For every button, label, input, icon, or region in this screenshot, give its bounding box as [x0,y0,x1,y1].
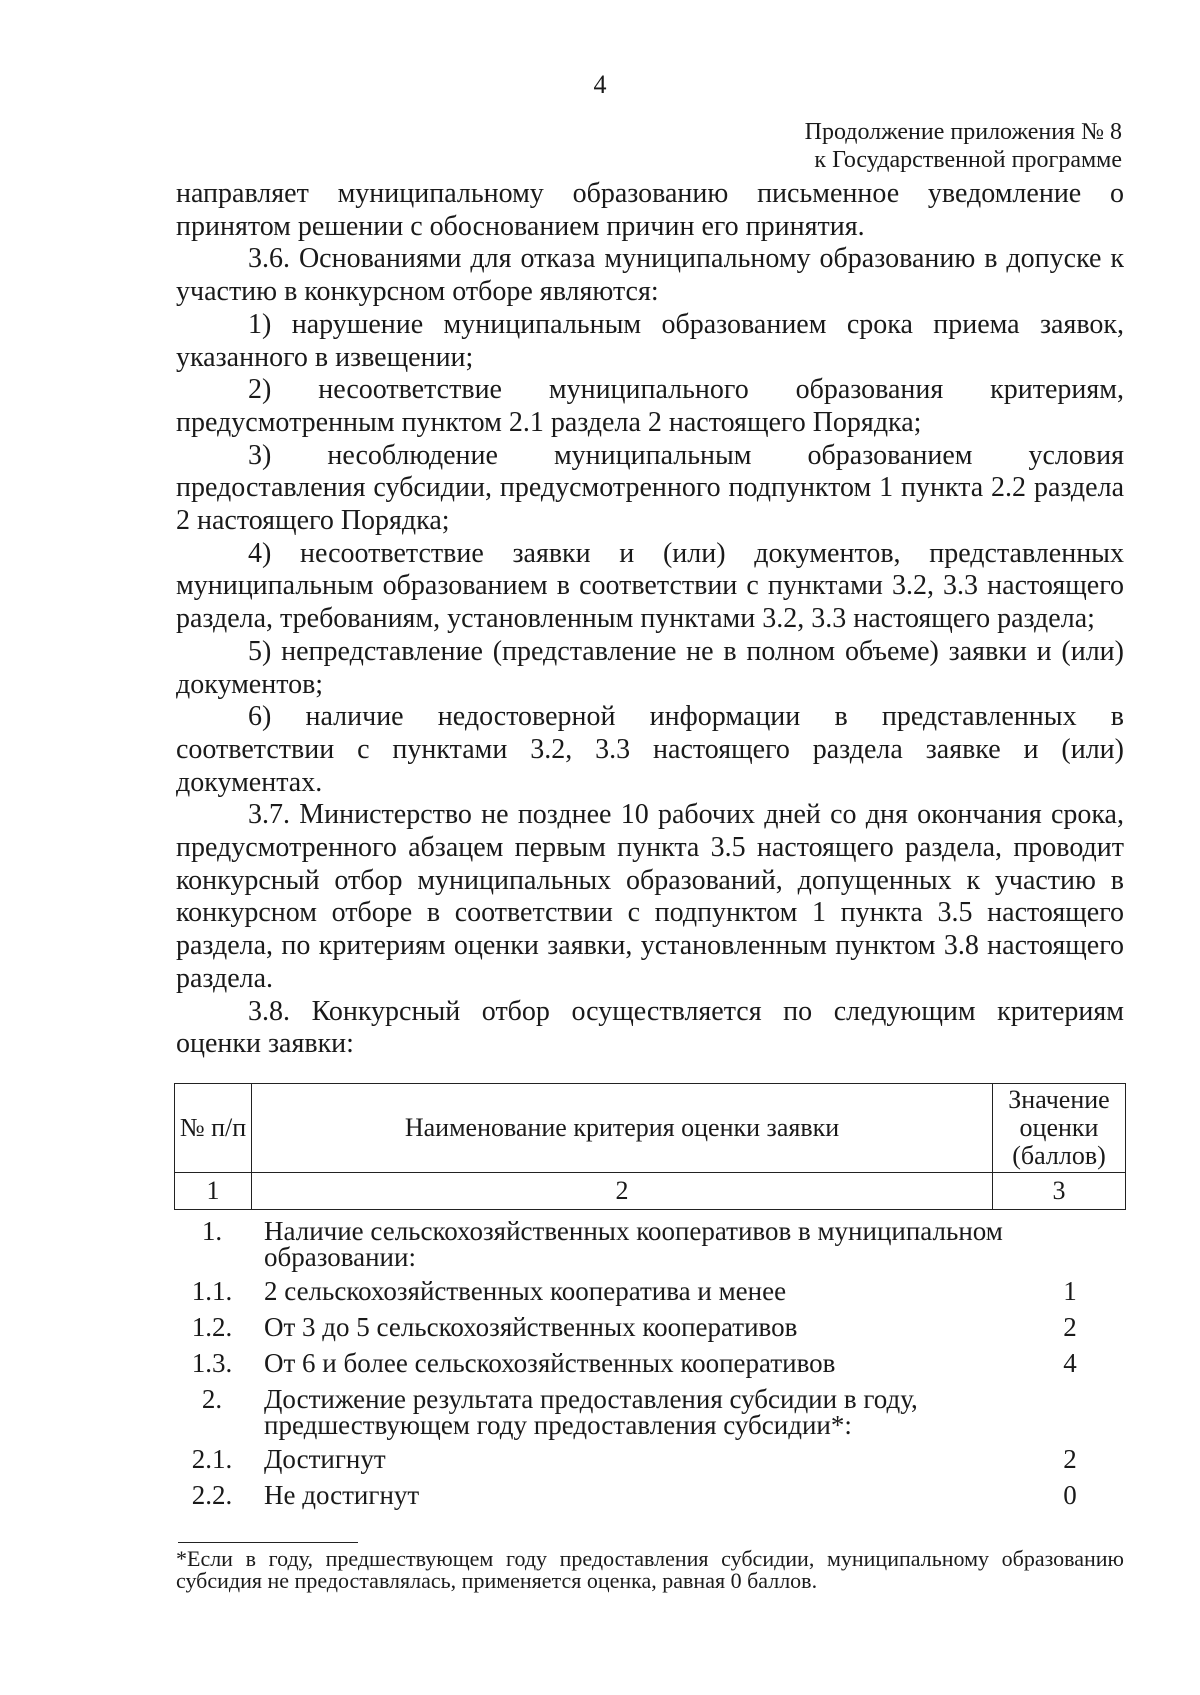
row-name: Не достигнут [264,1480,420,1510]
criteria-table-rows [174,1218,1126,1518]
footnote-separator [178,1542,358,1543]
list-item: 5) непредставление (представление не в полном объеме) заявки и (или) документов; [176,635,1124,700]
table-row [174,1386,1126,1446]
row-score: 1 [1063,1276,1077,1306]
criteria-table-header [174,1083,1126,1210]
row-num: 1.1. [191,1276,233,1306]
header-score: Значение оценки (баллов) [993,1084,1126,1173]
header-line-2: к Государственной программе [814,147,1122,173]
column-number: 3 [993,1173,1126,1210]
page-number: 4 [593,70,607,99]
table-row [174,1218,1126,1278]
row-name: Достижение результата предоставления субсидии в году, предшествующем году предоставления субсидии*: [264,1384,918,1440]
row-name: От 6 и более сельскохозяйственных кооперативов [264,1348,836,1378]
table-row [174,1446,1126,1482]
document-header [805,118,1122,174]
row-score: 0 [1063,1480,1077,1510]
row-num: 1. [201,1216,223,1246]
list-item: 4) несоответствие заявки и (или) документов, представленных муниципальным образованием в соответствии с пунктами 3.2, 3.3 настоящего раздела, требованиям, установленным пунктами 3.2, 3.3 настоящего раздела; [176,537,1124,635]
row-name: От 3 до 5 сельскохозяйственных кооперативов [264,1312,798,1342]
header-line-1: Продолжение приложения № 8 [804,119,1122,145]
row-score: 2 [1063,1312,1077,1342]
row-name: 2 сельскохозяйственных кооператива и менее [264,1276,787,1306]
row-num: 2. [201,1384,223,1414]
row-name: Достигнут [264,1444,386,1474]
table-row [174,1482,1126,1518]
row-num: 2.1. [191,1444,233,1474]
header-num: № п/п [175,1084,252,1173]
row-score [1014,1386,1126,1446]
footnote: *Если в году, предшествующем году предоставления субсидии, муниципальному образованию субсидия не предоставлялась, применяется оценка, равная 0 баллов. [176,1546,1124,1593]
row-score [1014,1218,1126,1278]
paragraph: 3.6. Основаниями для отказа муниципальному образованию в допуске к участию в конкурсном отборе являются: [176,243,1124,308]
paragraph: 3.8. Конкурсный отбор осуществляется по следующим критериям оценки заявки: [176,995,1124,1060]
paragraph: направляет муниципальному образованию письменное уведомление о принятом решении с обоснованием причин его принятия. [176,178,1124,242]
paragraph: 3.7. Министерство не позднее 10 рабочих дней со дня окончания срока, предусмотренного абзацем первым пункта 3.5 настоящего раздела, проводит конкурсный отбор муниципальных образований, допущенных к участию в конкурсном отборе в соответствии с подпунктом 1 пункта 3.5 настоящего раздела, по критериям оценки заявки, установленным пунктом 3.8 настоящего раздела. [176,799,1124,994]
row-num: 1.3. [191,1348,233,1378]
header-name: Наименование критерия оценки заявки [252,1084,993,1173]
list-item: 1) нарушение муниципальным образованием срока приема заявок, указанного в извещении; [176,308,1124,373]
column-number: 2 [252,1173,993,1210]
list-item: 6) наличие недостоверной информации в представленных в соответствии с пунктами 3.2, 3.3 настоящего раздела заявке и (или) документах. [176,701,1124,798]
row-score: 4 [1063,1348,1077,1378]
document-body [176,178,1124,1061]
list-item: 2) несоответствие муниципального образования критериям, предусмотренным пунктом 2.1 раздела 2 настоящего Порядка; [176,374,1124,438]
row-num: 1.2. [191,1312,233,1342]
row-name: Наличие сельскохозяйственных кооперативов в муниципальном образовании: [264,1216,1003,1272]
table-row [174,1278,1126,1314]
table-row [174,1314,1126,1350]
row-num: 2.2. [191,1480,233,1510]
column-number: 1 [175,1173,252,1210]
table-row [174,1350,1126,1386]
row-score: 2 [1063,1444,1077,1474]
list-item: 3) несоблюдение муниципальным образованием условия предоставления субсидии, предусмотренного подпунктом 1 пункта 2.2 раздела 2 настоящего Порядка; [176,439,1124,537]
